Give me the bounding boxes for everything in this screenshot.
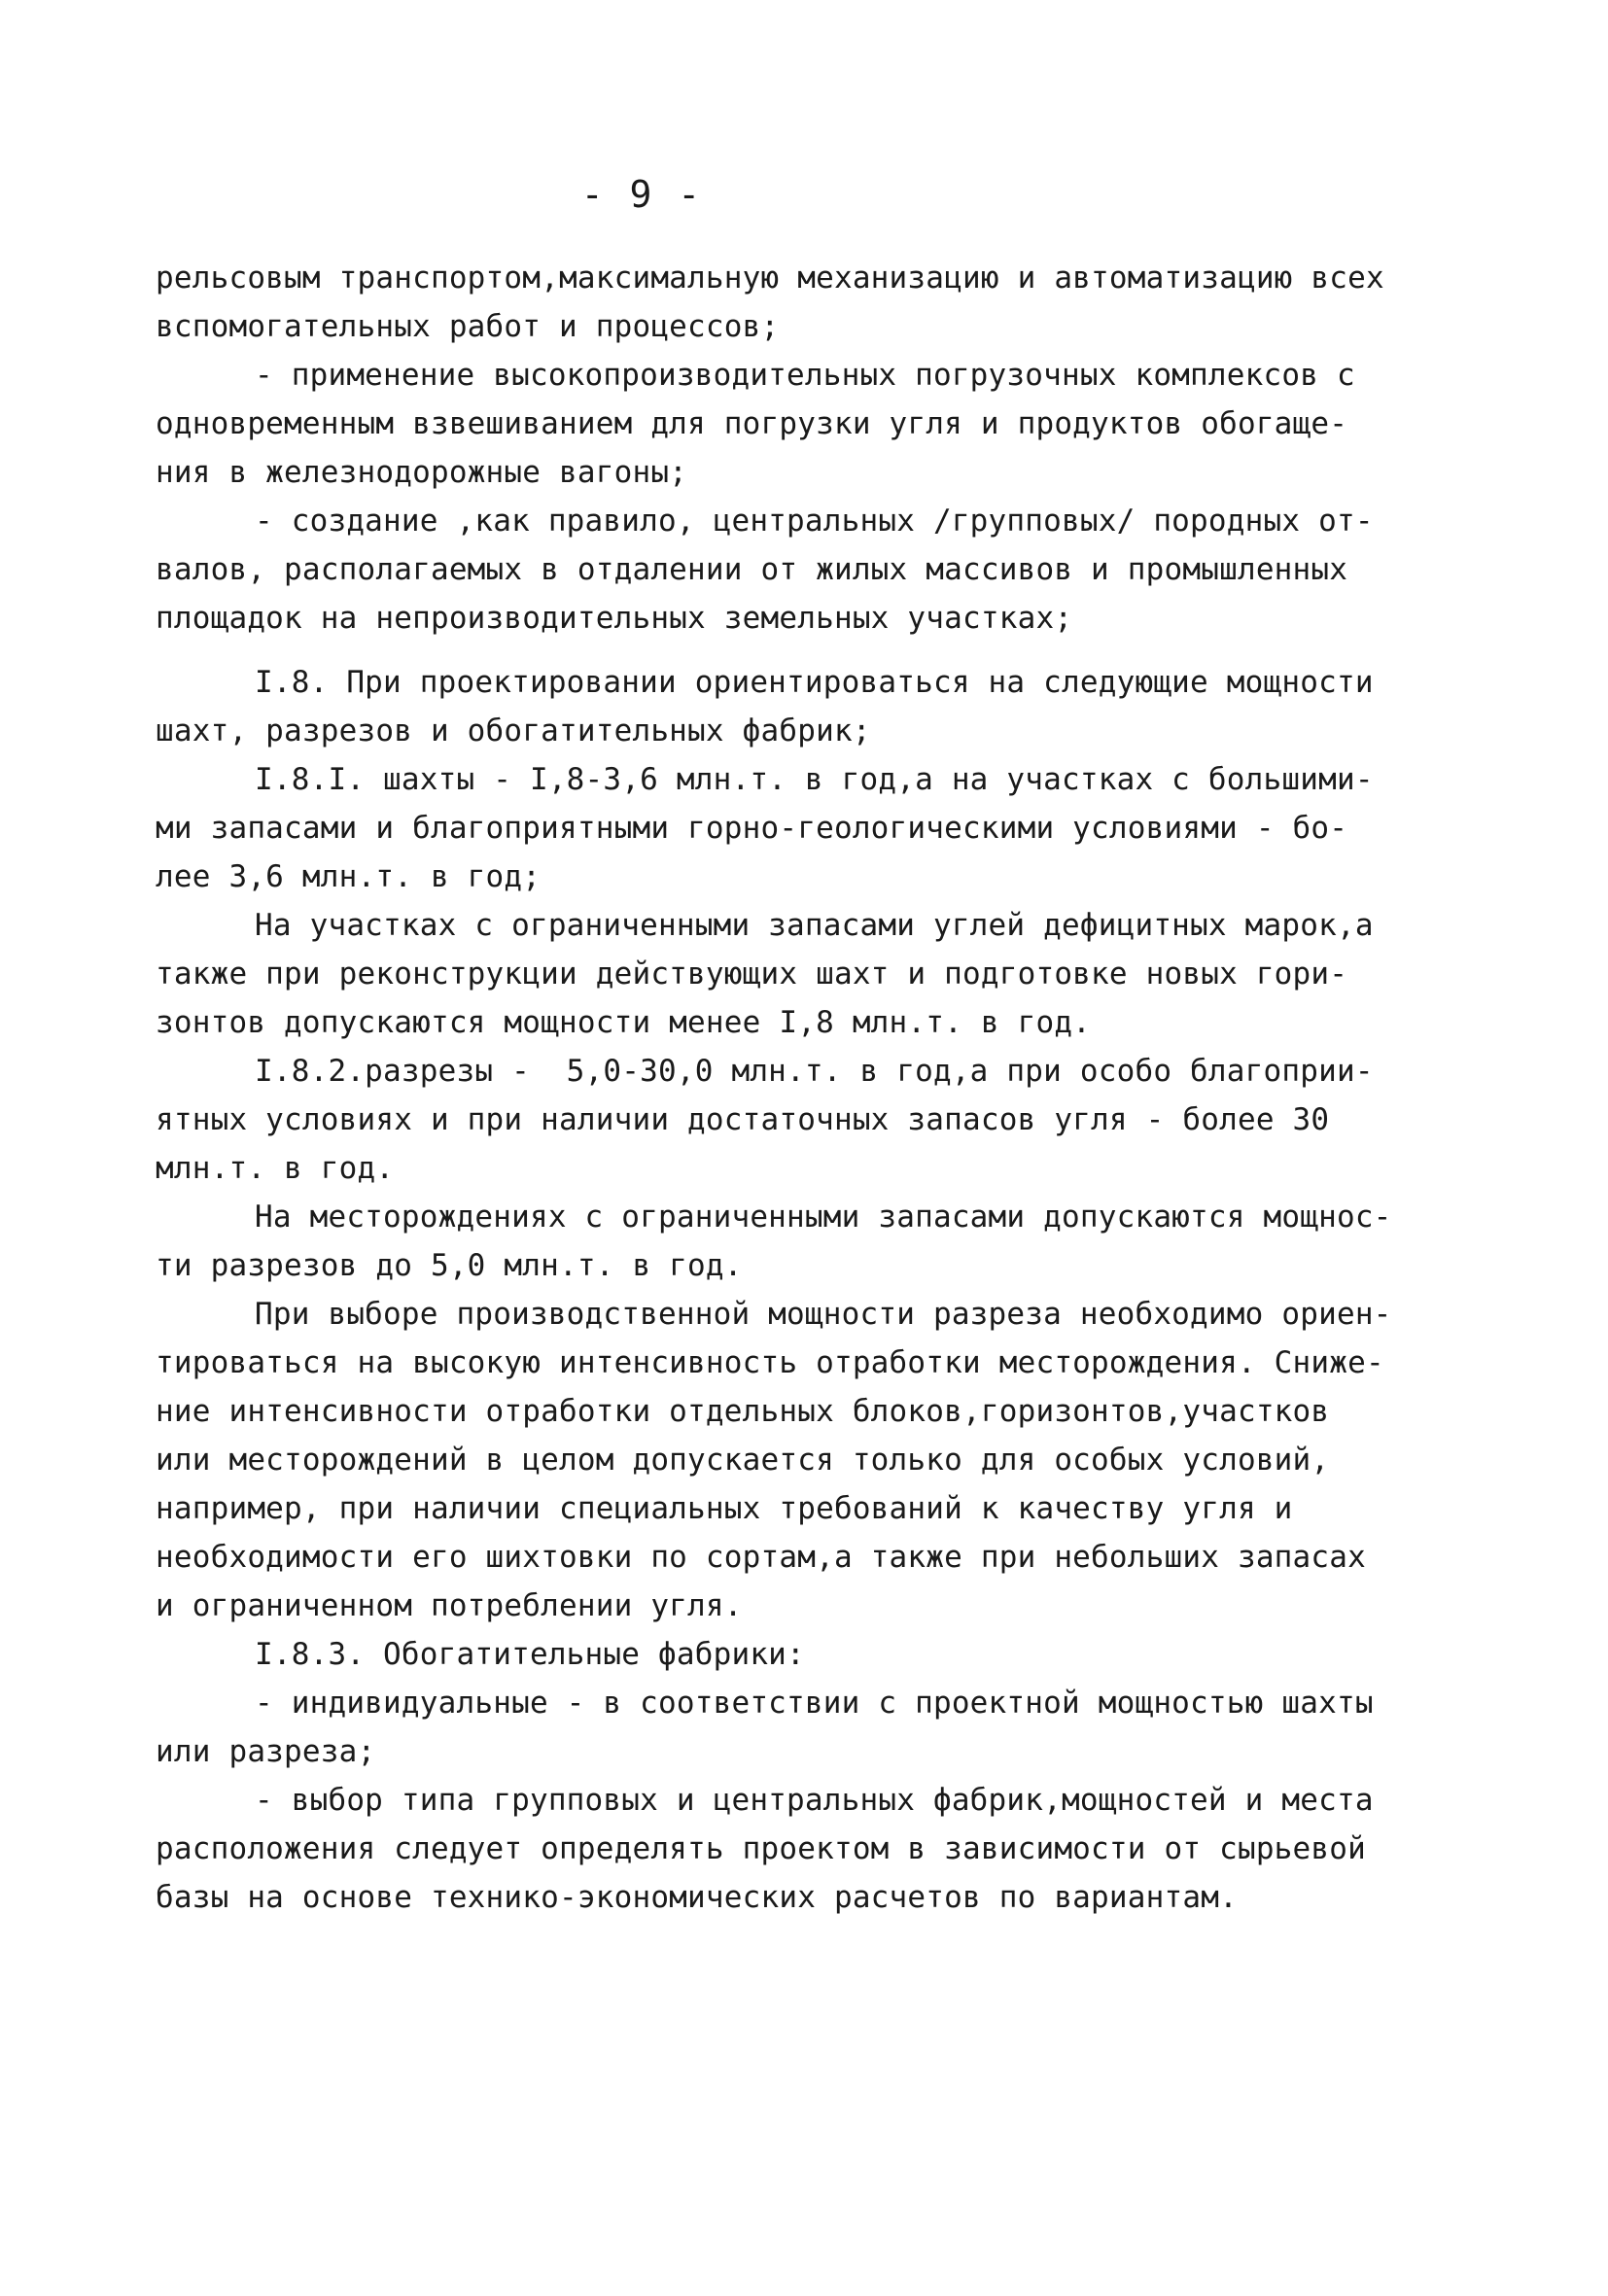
text-line: I.8. При проектировании ориентироваться на следующие мощности xyxy=(255,665,1374,700)
text-line: лее 3,6 млн.т. в год; xyxy=(156,859,542,894)
text-line: млн.т. в год. xyxy=(156,1151,395,1186)
text-line: вспомогательных работ и процессов; xyxy=(156,309,780,344)
text-line: шахт, разрезов и обогатительных фабрик; xyxy=(156,713,871,748)
text-line: базы на основе технико-экономических расчетов по вариантам. xyxy=(156,1880,1238,1915)
text-line: I.8.2.разрезы - 5,0-30,0 млн.т. в год,а при особо благоприи- xyxy=(255,1054,1374,1089)
text-line: одновременным взвешиванием для погрузки угля и продуктов обогаще- xyxy=(156,406,1348,441)
text-line: рельсовым транспортом,максимальную механизацию и автоматизацию всех xyxy=(156,261,1384,296)
text-line: расположения следует определять проектом в зависимости от сырьевой xyxy=(156,1831,1366,1866)
text-line: ния в железнодорожные вагоны; xyxy=(156,455,688,490)
text-line: например, при наличии специальных требований к качеству угля и xyxy=(156,1491,1293,1526)
text-line: и ограниченном потреблении угля. xyxy=(156,1588,743,1623)
text-line: зонтов допускаются мощности менее I,8 млн.т. в год. xyxy=(156,1005,1092,1040)
text-line: ми запасами и благоприятными горно-геологическими условиями - бо- xyxy=(156,811,1348,846)
text-line: необходимости его шихтовки по сортам,а также при небольших запасах xyxy=(156,1540,1366,1575)
text-line: - создание ,как правило, центральных /групповых/ породных от- xyxy=(255,504,1374,539)
text-line: I.8.I. шахты - I,8-3,6 млн.т. в год,а на участках с большими- xyxy=(255,762,1374,797)
text-line: ние интенсивности отработки отдельных блоков,горизонтов,участков xyxy=(156,1394,1330,1429)
text-line: валов, располагаемых в отдалении от жилых массивов и промышленных xyxy=(156,552,1348,587)
text-line: ятных условиях и при наличии достаточных запасов угля - более 30 xyxy=(156,1102,1330,1137)
text-line: На участках с ограниченными запасами углей дефицитных марок,а xyxy=(255,908,1374,943)
text-line: ти разрезов до 5,0 млн.т. в год. xyxy=(156,1248,743,1283)
text-line: - применение высокопроизводительных погрузочных комплексов с xyxy=(255,358,1355,393)
text-line: тироваться на высокую интенсивность отработки месторождения. Сниже- xyxy=(156,1345,1384,1380)
text-line: площадок на непроизводительных земельных участках; xyxy=(156,601,1073,636)
text-line: также при реконструкции действующих шахт и подготовке новых гори- xyxy=(156,957,1348,991)
text-line: На месторождениях с ограниченными запасами допускаются мощнос- xyxy=(255,1200,1392,1235)
text-line: или разреза; xyxy=(156,1734,376,1769)
text-line: - индивидуальные - в соответствии с проектной мощностью шахты xyxy=(255,1686,1374,1721)
text-line: При выборе производственной мощности разреза необходимо ориен- xyxy=(255,1297,1392,1332)
text-line: или месторождений в целом допускается только для особых условий, xyxy=(156,1443,1330,1478)
page-number: - 9 - xyxy=(580,173,703,216)
text-line: I.8.3. Обогатительные фабрики: xyxy=(255,1637,805,1672)
text-line: - выбор типа групповых и центральных фабрик,мощностей и места xyxy=(255,1783,1374,1818)
